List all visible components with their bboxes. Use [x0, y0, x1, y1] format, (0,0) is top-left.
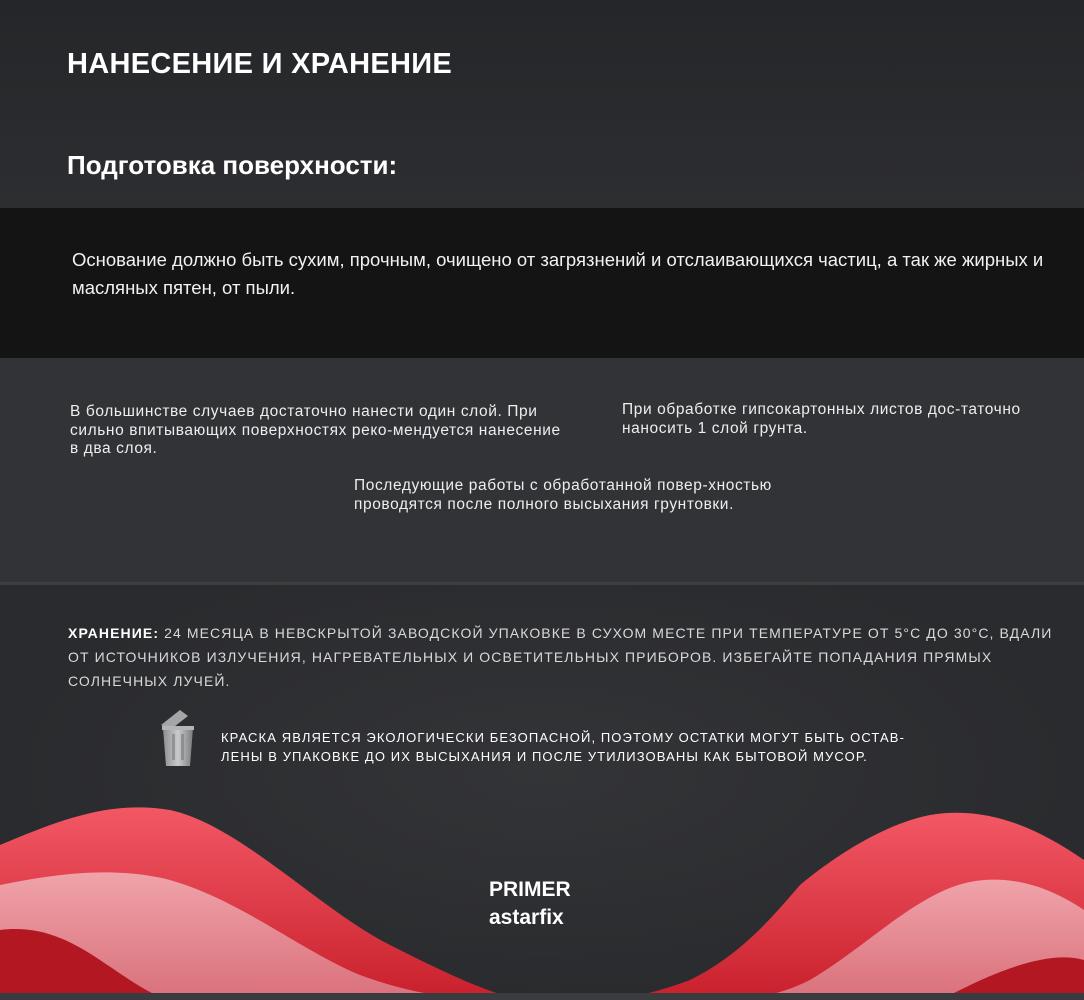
storage-label: ХРАНЕНИЕ: [68, 625, 160, 641]
brand-product-line: PRIMER [489, 878, 571, 901]
storage-text [68, 621, 1058, 693]
footer-strip [0, 993, 1084, 1000]
surface-requirements-text: Основание должно быть сухим, прочным, очищено от загрязнений и отслаивающихся частиц, а так же жирных и масляных пятен, от пыли. [72, 249, 1044, 298]
brand-name: astarfix [489, 906, 564, 929]
section-subtitle: Подготовка поверхности: [67, 150, 398, 180]
eco-safety-text: КРАСКА ЯВЛЯЕТСЯ ЭКОЛОГИЧЕСКИ БЕЗОПАСНОЙ, ПОЭТОМУ ОСТАТКИ МОГУТ БЫТЬ ОСТАВ-ЛЕНЫ В УПАКОВКЕ ДО ИХ ВЫСЫХАНИЯ И ПОСЛЕ УТИЛИЗОВАНЫ КАК БЫТОВОЙ МУСОР. [221, 730, 906, 764]
layers-info-text: В большинстве случаев достаточно нанести один слой. При сильно впитывающих поверхностях реко-мендуется нанесение в два слоя. [70, 403, 561, 457]
application-section [0, 358, 1084, 582]
trash-bin-icon [158, 708, 198, 768]
page-title: НАНЕСЕНИЕ И ХРАНЕНИЕ [67, 48, 453, 80]
storage-conditions: 24 МЕСЯЦА В НЕВСКРЫТОЙ ЗАВОДСКОЙ УПАКОВКЕ В СУХОМ МЕСТЕ ПРИ ТЕМПЕРАТУРЕ ОТ 5°С ДО 30°С, ВДАЛИ ОТ ИСТОЧНИКОВ ИЗЛУЧЕНИЯ, НАГРЕВАТЕЛЬНЫХ И ОСВЕТИТЕЛЬНЫХ ПРИБОРОВ. ИЗБЕГАЙТЕ ПОПАДАНИЯ ПРЯМЫХ СОЛНЕЧНЫХ ЛУЧЕЙ. [68, 625, 1053, 689]
drywall-info-text: При обработке гипсокартонных листов дос-таточно наносить 1 слой грунта. [622, 401, 1021, 437]
drying-info-text: Последующие работы с обработанной повер-хностью проводятся после полного высыхания грунтовки. [354, 477, 772, 513]
